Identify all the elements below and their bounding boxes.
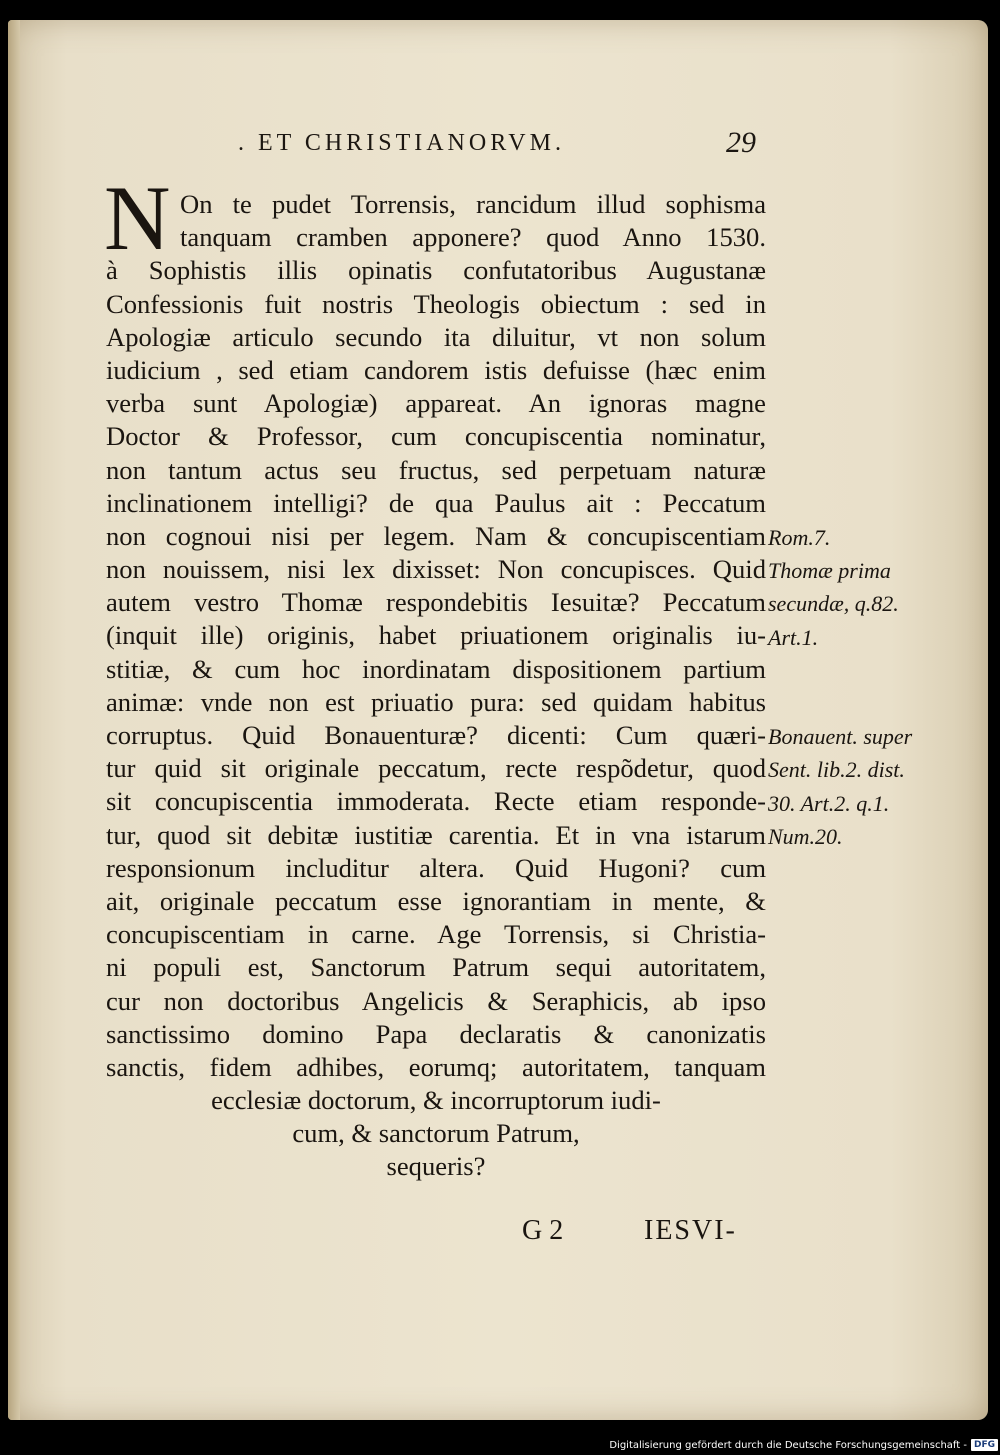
marginal-note: Art.1. — [768, 624, 819, 650]
drop-cap-initial: N — [104, 167, 171, 269]
text-line: ait, originale peccatum esse ignorantiam in mente, & — [106, 885, 766, 916]
marginal-note: Num.20. — [768, 823, 843, 849]
text-line: iudicium , sed etiam candorem istis defuisse (hæc enim — [106, 354, 766, 385]
running-head: . ET CHRISTIANORVM. — [238, 130, 565, 156]
dfg-logo: DFG — [971, 1439, 998, 1451]
catchword: IESVI- — [644, 1215, 737, 1246]
text-line: Doctor & Professor, cum concupiscentia nominatur, — [106, 421, 766, 452]
text-line: sit concupiscentia immoderata. Recte etiam responde- — [106, 786, 766, 817]
text-line: sanctissimo domino Papa declaratis & canonizatis — [106, 1018, 766, 1049]
text-line: autem vestro Thomæ respondebitis Iesuitæ? Peccatum — [106, 587, 766, 618]
text-line: animæ: vnde non est priuatio pura: sed quidam habitus — [106, 686, 766, 717]
marginal-note: 30. Art.2. q.1. — [768, 790, 890, 816]
text-line: corruptus. Quid Bonauenturæ? dicenti: Cum quæri- — [106, 720, 766, 750]
text-line: Apologiæ articulo secundo ita diluitur, vt non solum — [106, 321, 766, 352]
text-line-closing: ecclesiæ doctorum, & incorruptorum iudi- — [211, 1085, 661, 1116]
marginal-note: Bonauent. super — [768, 724, 913, 750]
text-line: concupiscentiam in carne. Age Torrensis, si Christia- — [106, 919, 766, 950]
marginal-note-spacer — [768, 654, 968, 687]
page-gutter-edge — [8, 20, 20, 1420]
page-number: 29 — [726, 126, 756, 159]
text-line-closing: sequeris? — [386, 1151, 486, 1182]
text-line: responsionum includitur altera. Quid Hugoni? cum — [106, 852, 766, 883]
main-text-block — [106, 188, 766, 1184]
text-line: tur, quod sit debitæ iustitiæ carentia. Et in vna istarum — [106, 819, 766, 850]
text-line: non cognoui nisi per legem. Nam & concupiscentiam — [106, 520, 766, 551]
text-line: (inquit ille) originis, habet priuationem originalis iu- — [106, 620, 766, 651]
marginal-note: Rom.7. — [768, 525, 831, 550]
marginal-note: Sent. lib.2. dist. — [768, 757, 905, 783]
credit-text: Digitalisierung gefördert durch die Deutsche Forschungsgemeinschaft - — [609, 1439, 967, 1451]
text-line-closing: cum, & sanctorum Patrum, — [292, 1118, 580, 1149]
text-line: stitiæ, & cum hoc inordinatam dispositionem partium — [106, 653, 766, 684]
text-line: ni populi est, Sanctorum Patrum sequi autoritatem, — [106, 952, 766, 983]
text-line: non nouissem, nisi lex dixisset: Non concupisces. Quid — [106, 554, 766, 585]
text-line: sanctis, fidem adhibes, eorumq; autoritatem, tanquam — [106, 1051, 766, 1082]
text-line: à Sophistis illis opinatis confutatoribus Augustanæ — [106, 255, 766, 286]
text-line: On te pudet Torrensis, rancidum illud sophisma — [180, 189, 766, 219]
text-line: verba sunt Apologiæ) appareat. An ignoras magne — [106, 388, 766, 419]
marginal-note: secundæ, q.82. — [768, 591, 899, 617]
marginal-notes — [768, 521, 968, 853]
text-line: tur quid sit originale peccatum, recte respõdetur, quod — [106, 753, 766, 784]
signature-mark: G 2 — [522, 1215, 564, 1246]
page-header — [8, 126, 988, 170]
book-page — [8, 20, 988, 1420]
text-line: tanquam cramben apponere? quod Anno 1530. — [180, 222, 766, 253]
text-line: inclinationem intelligi? de qua Paulus ait : Peccatum — [106, 487, 766, 518]
marginal-note: Thomæ prima — [768, 558, 891, 584]
digitization-credit — [609, 1435, 1000, 1455]
text-line: Confessionis fuit nostris Theologis obiectum : sed in — [106, 288, 766, 319]
marginal-note-spacer — [768, 687, 968, 720]
text-line: non tantum actus seu fructus, sed perpetuam naturæ — [106, 454, 766, 485]
text-line: cur non doctoribus Angelicis & Seraphicis, ab ipso — [106, 985, 766, 1016]
